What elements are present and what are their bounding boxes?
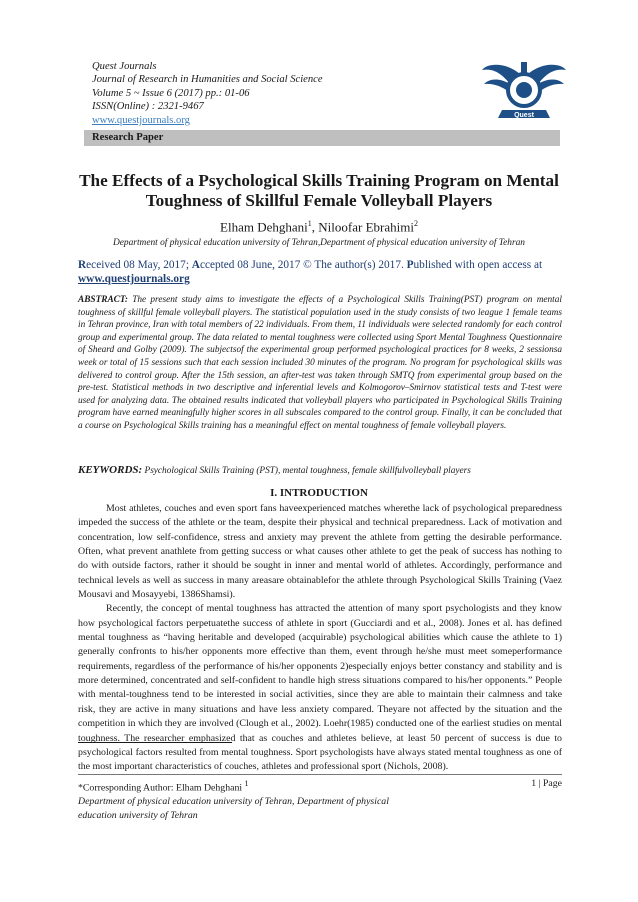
page-number: 1 | Page	[531, 778, 562, 789]
corresponding-author: *Corresponding Author: Elham Dehghani	[78, 782, 243, 794]
published-text: ublished with open access at	[413, 259, 543, 271]
author-2-affiliation-mark: 2	[413, 219, 418, 228]
paper-title: The Effects of a Psychological Skills Training Program on Mental Toughness of Skillful Female Volleyball Players	[79, 171, 559, 210]
journal-issn: ISSN(Online) : 2321-9467	[92, 101, 204, 113]
journal-title: Journal of Research in Humanities and Social Science	[92, 74, 323, 86]
keywords	[78, 464, 562, 477]
accepted-text: ccepted 08 June, 2017 © The author(s) 2017.	[199, 259, 407, 271]
paragraph-2: Recently, the concept of mental toughness has attracted the attention of many sport psychologists and they know how psychological factors perpetuatethe success of athlete in sport (Gucciardi and et al., 2008). Jones et al. has defined mental toughness as “having heritable and developed (acquirable) psychological abilities which cause the athlete to 1) generally confronts to his/her opponents more effective than them, event through he/she must meet someperformance requirements, regardless of the performance of his/her opponents 2)especially enjoys better constancy and stability and is more determined, concentrated and self-confident to handle high stress situations compared to his/her opponents.” People with mental-toughness tend to be interested in social activities, since they are able to maintain their calmness and take risk, they are active in many situations and have less anxiety compared. Theyare not affected by the situation and the competition in which they are involved (Clough et al., 2002). Loehr(1985) conducted one of the earliest studies on mental toughness. The researcher emphasized that as couches and athletes believe, at least 50 percent of success is due to psychological factors resulted from mental toughness. Sport psychologists have always stated mental toughness as one of the most important characteristics of couches, athletes and professional sport (Nichols, 2008).	[78, 603, 562, 773]
author-2: Niloofar Ebrahimi	[318, 219, 414, 235]
publication-dates	[78, 258, 562, 286]
author-1-affiliation-mark: 1	[307, 219, 312, 228]
keywords-label: KEYWORDS:	[78, 464, 143, 476]
section-heading-introduction: I. INTRODUCTION	[270, 487, 368, 499]
accepted-initial: A	[191, 259, 200, 271]
corresponding-author-footer	[78, 777, 498, 823]
journal-website-link[interactable]: www.questjournals.org	[92, 114, 190, 126]
corresponding-author-line	[78, 777, 498, 795]
received-initial: R	[78, 259, 87, 271]
author-1: Elham Dehghani	[220, 219, 308, 235]
received-text: eceived 08 May, 2017;	[86, 259, 192, 271]
quest-journals-logo	[480, 56, 568, 130]
journal-name: Quest Journals	[92, 61, 157, 72]
abstract-text: The present study aims to investigate the effects of a Psychological Skills Training(PST) program on mental toughness of skillful female volleyball players. The statistical population used in the study consists of two league 1 female teams in Tehran province, Iran with total members of 22 individuals. From them, 11 individuals were selected randomly for each control group and experimental group. The data related to mental toughness were collected using Sport Mental Toughness Questionnaire of Sheard and Golby (2009). The subjectsof the experimental group performed psychological practices for 8 weeks, 2 sessionsa week or total of 15 sessions such that each session included 30 minutes of the program. No program for psychological skills was delivered to control group. After the 15th session, an after-test was taken through SMTQ from experimental group based on the pre-test. Statistical methods in two descriptive and inferential levels and Kolmogorov–Smirnov statistical tests and T-test were used for analyzing data. The obtained results indicated that volleyball players who participated in Psychological Skills Training program have earned meaningfully higher scores in all subscales compared to the control group. Finally, it can be concluded that a course on Psychological Skills training has a meaningful effect on mental toughness of female volleyball players.	[78, 295, 562, 431]
keywords-text: Psychological Skills Training (PST), mental toughness, female skillfulvolleyball players	[142, 466, 471, 476]
abstract	[78, 294, 562, 433]
corresponding-author-mark: 1	[244, 779, 249, 788]
paragraph-1: Most athletes, couches and even sport fans haveexperienced matches wherethe lack of psychological preparedness impeded the success of the athlete or the team, despite their physical and technical preparedness. Lack of motivation and concentration, low self-confidence, stress and anxiety may prevent the athlete from getting the desirable performance. Often, what prevent anathlete from getting success or what causes other athlete to get the peak of success has nothing to do with outside factors, rather it should be sought in inner and mental world of athletes. Accordingly, performance and technical levels as well as success in many areasare obtainablefor the athlete through Psychological Skills Training (Vaez Mousavi and Mosayyebi, 1386Shamsi).	[78, 503, 562, 601]
quest-logo-icon	[480, 56, 568, 130]
footnote-divider	[78, 742, 232, 743]
affiliation: Department of physical education university of Tehran,Department of physical education university of Tehran	[112, 238, 525, 248]
introduction-body	[78, 502, 562, 775]
published-initial: P	[406, 259, 414, 271]
article-type-label: Research Paper	[92, 132, 164, 143]
abstract-label: ABSTRACT:	[78, 295, 128, 305]
svg-text:Quest: Quest	[514, 112, 534, 119]
journal-volume: Volume 5 ~ Issue 6 (2017) pp.: 01-06	[92, 87, 250, 99]
author-separator: ,	[311, 219, 319, 235]
footer-divider	[78, 774, 562, 775]
article-type-bar	[84, 130, 560, 146]
authors-line	[62, 216, 576, 235]
open-access-link[interactable]: www.questjournals.org	[78, 273, 190, 285]
footer-department-line-1: Department of physical education university of Tehran, Department of physical	[78, 796, 389, 808]
footer-department-line-2: education university of Tehran	[78, 809, 198, 821]
